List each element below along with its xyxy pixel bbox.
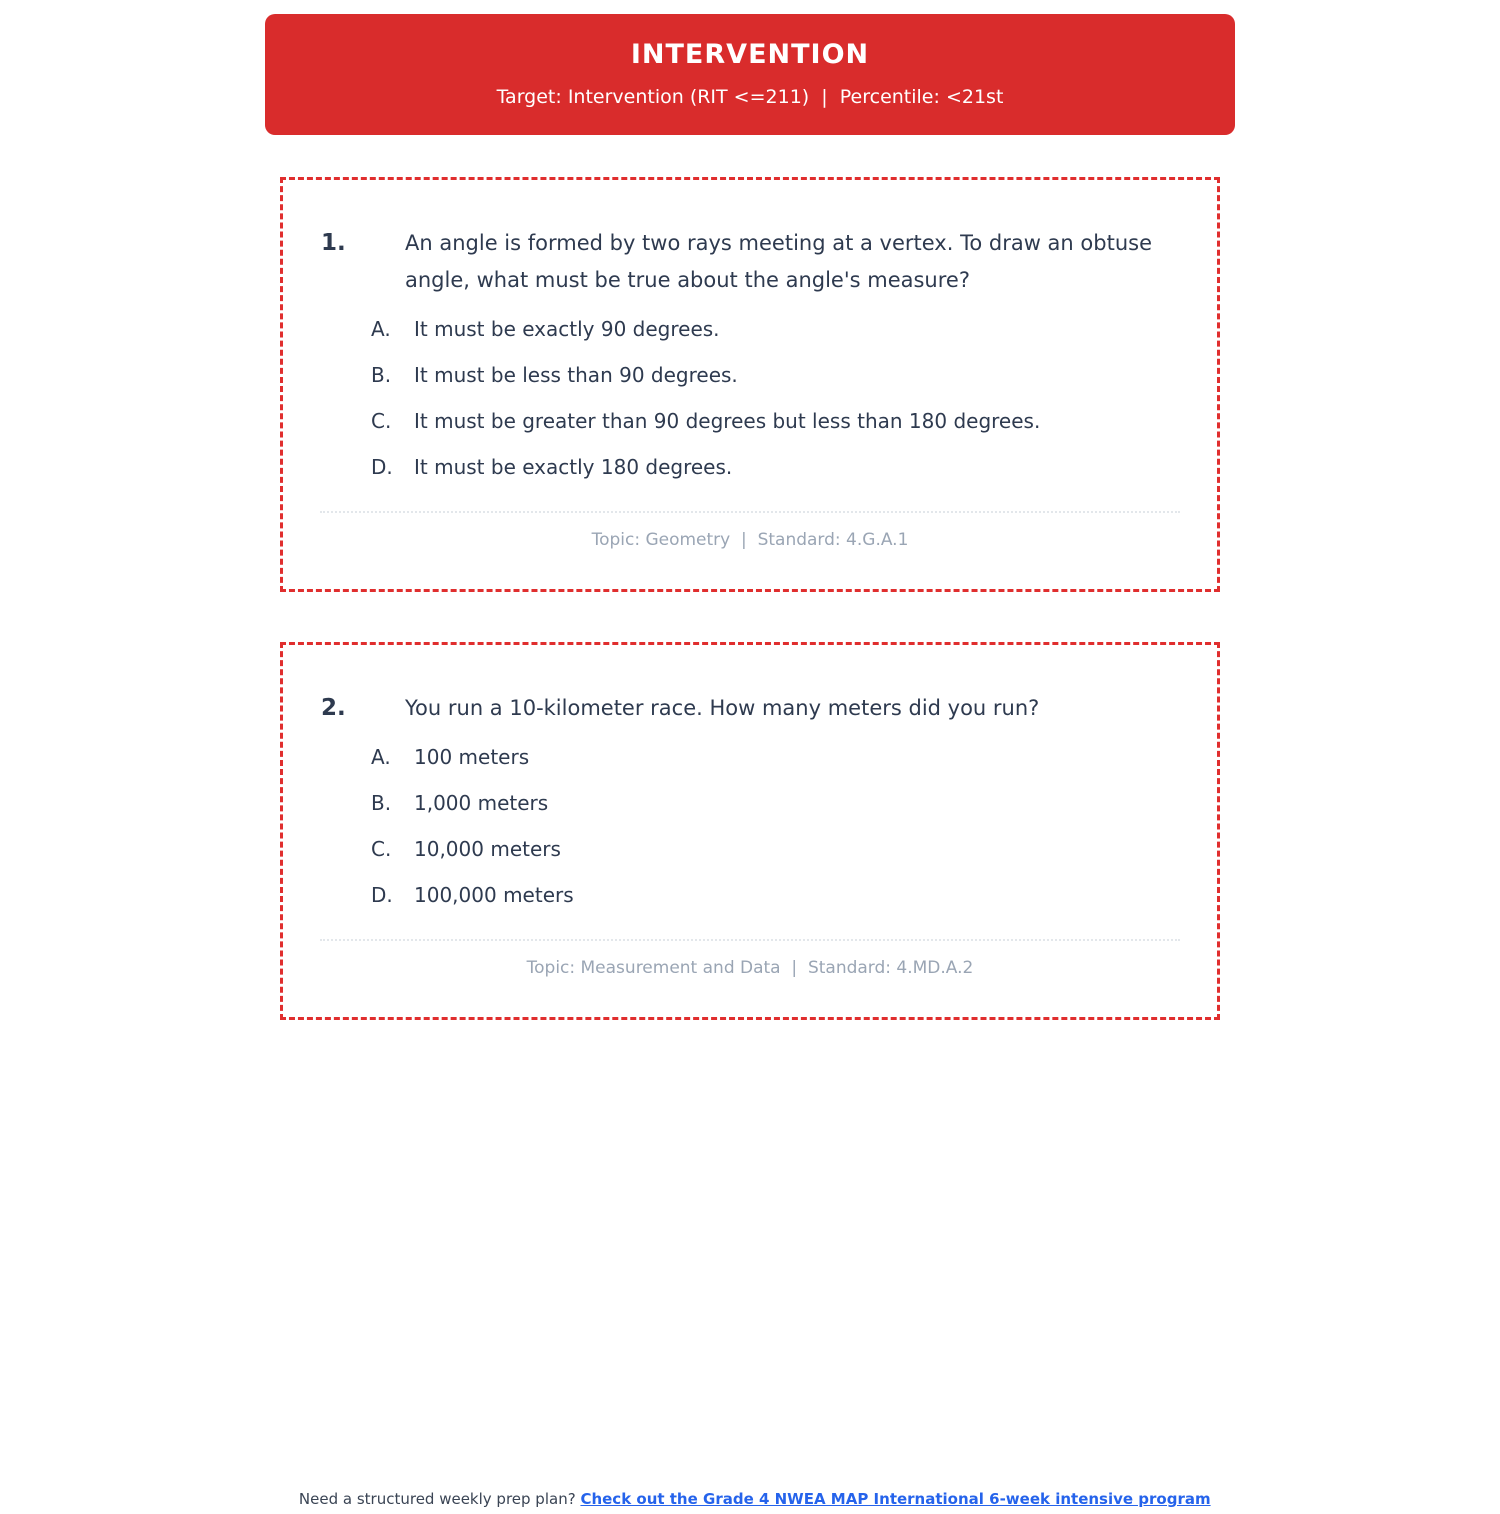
intensive-program-link[interactable]: Check out the Grade 4 NWEA MAP International 6-week intensive program [580, 1490, 1211, 1508]
question-2-topic-standard: Topic: Measurement and Data | Standard: 4.MD.A.2 [526, 958, 974, 978]
option-text: 100,000 meters [414, 883, 574, 907]
intervention-banner [265, 14, 1235, 135]
question-1-topic-standard: Topic: Geometry | Standard: 4.G.A.1 [591, 530, 909, 550]
question-1-text: An angle is formed by two rays meeting at a vertex. To draw an obtuse angle, what must be true about the angle's measure? [405, 231, 1152, 292]
option-letter: A. [371, 317, 391, 341]
question-2-row [283, 690, 1217, 727]
question-1-row [283, 225, 1217, 299]
question-1-option-c [371, 407, 1217, 435]
question-2-option-c [371, 835, 1217, 863]
question-2-text: You run a 10-kilometer race. How many meters did you run? [405, 696, 1040, 720]
question-1-option-d [371, 453, 1217, 481]
option-letter: D. [371, 883, 393, 907]
option-text: It must be greater than 90 degrees but less than 180 degrees. [414, 409, 1041, 433]
banner-subtitle: Target: Intervention (RIT <=211) | Percentile: <21st [496, 86, 1004, 108]
question-card-2 [280, 642, 1220, 1020]
question-1-options [283, 315, 1217, 481]
banner-title: INTERVENTION [630, 39, 870, 70]
option-text: It must be exactly 180 degrees. [414, 455, 733, 479]
dotted-divider [320, 939, 1180, 941]
question-card-1 [280, 177, 1220, 592]
question-2-option-a [371, 743, 1217, 771]
option-text: 100 meters [414, 745, 530, 769]
option-text: 1,000 meters [414, 791, 549, 815]
question-2-option-b [371, 789, 1217, 817]
option-letter: A. [371, 745, 391, 769]
dotted-divider [320, 511, 1180, 513]
question-2-options [283, 743, 1217, 909]
option-letter: C. [371, 409, 392, 433]
question-1-option-a [371, 315, 1217, 343]
option-text: It must be exactly 90 degrees. [414, 317, 720, 341]
option-letter: D. [371, 455, 393, 479]
option-letter: B. [371, 363, 392, 387]
question-1-number: 1. [321, 230, 346, 256]
question-2-number: 2. [321, 695, 346, 721]
question-2-option-d [371, 881, 1217, 909]
option-letter: C. [371, 837, 392, 861]
option-text: 10,000 meters [414, 837, 561, 861]
option-text: It must be less than 90 degrees. [414, 363, 738, 387]
page-footer [0, 1472, 1500, 1508]
option-letter: B. [371, 791, 392, 815]
question-1-option-b [371, 361, 1217, 389]
footer-prefix-text: Need a structured weekly prep plan? [298, 1490, 581, 1508]
